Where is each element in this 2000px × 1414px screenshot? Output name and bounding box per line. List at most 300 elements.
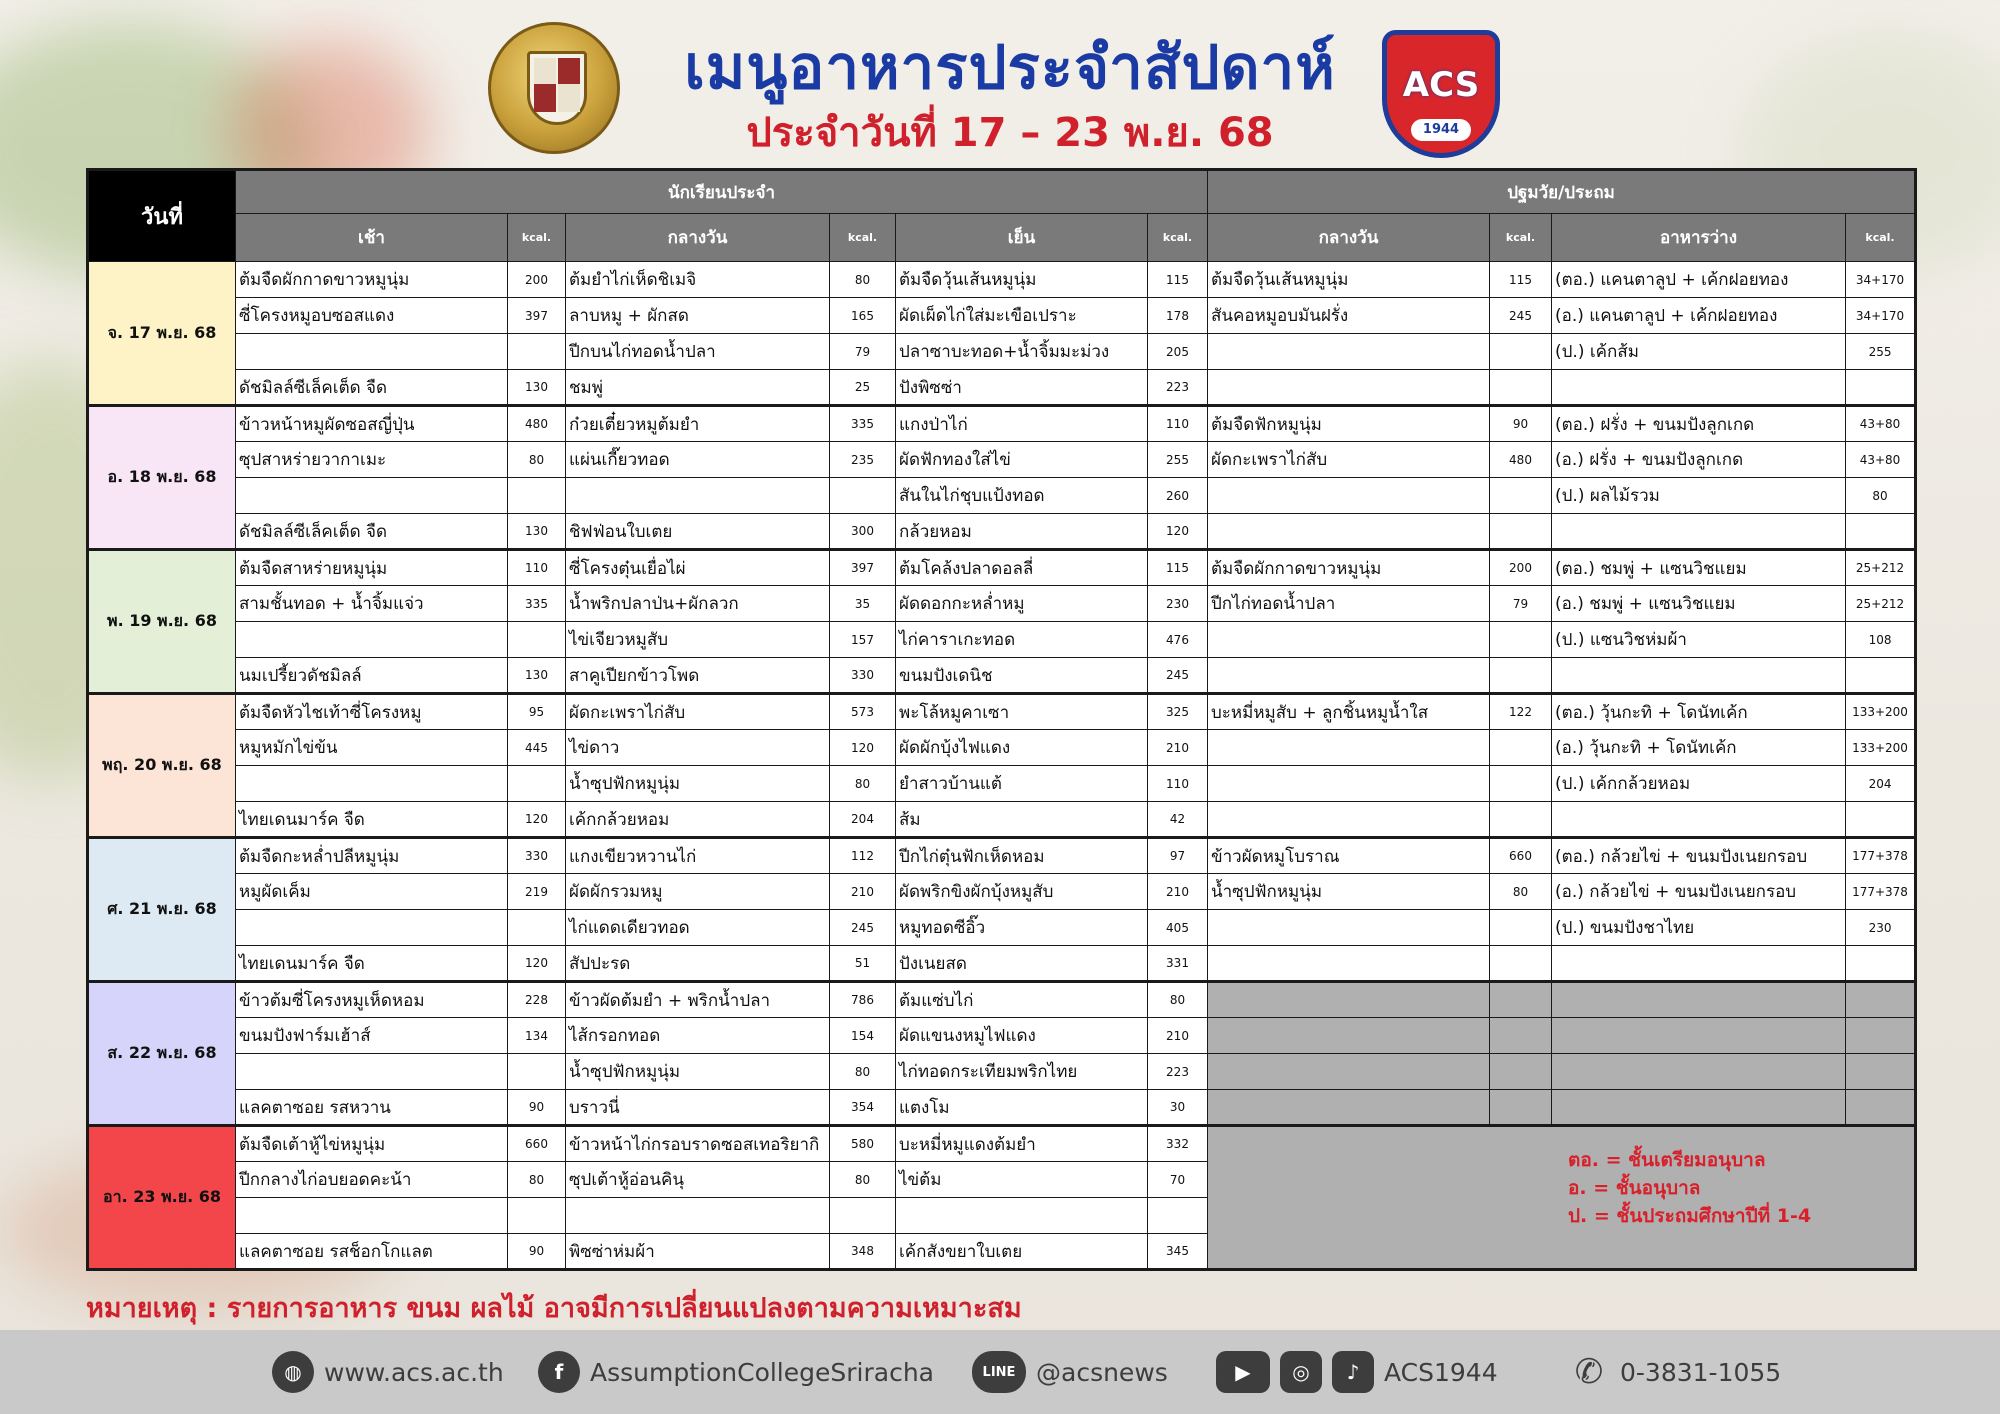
dinner-kcal-cell: 210 xyxy=(1148,730,1208,766)
legend-item: ตอ. = ชั้นเตรียมอนุบาล xyxy=(1568,1149,1766,1171)
dinner-cell: ไข่ต้ม xyxy=(896,1162,1148,1198)
breakfast-kcal-cell: 95 xyxy=(508,694,566,730)
dinner-cell: ต้มแซ่บไก่ xyxy=(896,982,1148,1018)
dinner-kcal-cell: 210 xyxy=(1148,1018,1208,1054)
snack-cell: (ป.) ขนมปังชาไทย xyxy=(1552,910,1846,946)
snack-kcal-cell: 34+170 xyxy=(1846,298,1916,334)
footer-bar xyxy=(0,1330,2000,1414)
breakfast-cell: ไทยเดนมาร์ค จืด xyxy=(236,802,508,838)
primary-lunch-cell xyxy=(1208,658,1490,694)
kcal-header: kcal. xyxy=(1846,214,1916,262)
breakfast-kcal-cell: 90 xyxy=(508,1090,566,1126)
snack-kcal-cell: 133+200 xyxy=(1846,730,1916,766)
lunch-kcal-cell: 80 xyxy=(830,1162,896,1198)
instagram-icon[interactable]: ◎ xyxy=(1280,1351,1322,1393)
dinner-cell: บะหมี่หมูแดงต้มยำ xyxy=(896,1126,1148,1162)
breakfast-cell: หมูผัดเค็ม xyxy=(236,874,508,910)
day-label: อ. 18 พ.ย. 68 xyxy=(88,406,236,550)
primary-lunch-kcal-cell: 115 xyxy=(1490,262,1552,298)
breakfast-kcal-cell: 660 xyxy=(508,1126,566,1162)
primary-lunch-cell xyxy=(1208,802,1490,838)
kcal-header: kcal. xyxy=(1490,214,1552,262)
dinner-kcal-cell: 223 xyxy=(1148,370,1208,406)
lunch-cell: บราวนี่ xyxy=(566,1090,830,1126)
facebook-icon: f xyxy=(538,1351,580,1393)
lunch-cell: แกงเขียวหวานไก่ xyxy=(566,838,830,874)
lunch-cell: ข้าวผัดต้มยำ + พริกน้ำปลา xyxy=(566,982,830,1018)
breakfast-cell: ต้มจืดสาหร่ายหมูนุ่ม xyxy=(236,550,508,586)
dinner-kcal-cell: 115 xyxy=(1148,262,1208,298)
breakfast-kcal-cell: 219 xyxy=(508,874,566,910)
breakfast-kcal-cell xyxy=(508,1054,566,1090)
lunch-kcal-cell: 580 xyxy=(830,1126,896,1162)
lunch-kcal-cell: 80 xyxy=(830,1054,896,1090)
snack-kcal-cell: 133+200 xyxy=(1846,694,1916,730)
footnote: หมายเหตุ : รายการอาหาร ขนม ผลไม้ อาจมีการเปลี่ยนแปลงตามความเหมาะสม xyxy=(86,1293,1022,1324)
breakfast-kcal-cell: 120 xyxy=(508,946,566,982)
snack-kcal-cell: 230 xyxy=(1846,910,1916,946)
website-text: www.acs.ac.th xyxy=(324,1357,504,1387)
breakfast-header: เช้า xyxy=(236,214,508,262)
snack-kcal-cell: 204 xyxy=(1846,766,1916,802)
primary-lunch-cell xyxy=(1208,334,1490,370)
facebook-text: AssumptionCollegeSriracha xyxy=(590,1357,934,1387)
facebook-link[interactable] xyxy=(538,1330,934,1414)
lunch-cell: ต้มยำไก่เห็ดชิเมจิ xyxy=(566,262,830,298)
unavailable-cell xyxy=(1846,1090,1916,1126)
page-subtitle: ประจำวันที่ 17 – 23 พ.ย. 68 xyxy=(746,110,1274,156)
snack-kcal-cell xyxy=(1846,802,1916,838)
day-label: จ. 17 พ.ย. 68 xyxy=(88,262,236,406)
lunch-kcal-cell: 235 xyxy=(830,442,896,478)
breakfast-cell xyxy=(236,622,508,658)
day-column-header: วันที่ xyxy=(88,170,236,262)
dinner-kcal-cell: 476 xyxy=(1148,622,1208,658)
table-row xyxy=(88,478,1916,514)
primary-lunch-kcal-cell xyxy=(1490,910,1552,946)
table-row xyxy=(88,262,1916,298)
lunch-kcal-cell: 300 xyxy=(830,514,896,550)
snack-cell: (อ.) กล้วยไข่ + ขนมปังเนยกรอบ xyxy=(1552,874,1846,910)
table-row xyxy=(88,1018,1916,1054)
table-row xyxy=(88,946,1916,982)
table-row xyxy=(88,514,1916,550)
dinner-kcal-cell: 345 xyxy=(1148,1234,1208,1270)
snack-cell: (อ.) แคนตาลูป + เค้กฝอยทอง xyxy=(1552,298,1846,334)
unavailable-cell xyxy=(1552,1054,1846,1090)
lunch-cell: ก๋วยเตี๋ยวหมูต้มยำ xyxy=(566,406,830,442)
breakfast-kcal-cell: 80 xyxy=(508,1162,566,1198)
primary-lunch-kcal-cell xyxy=(1490,514,1552,550)
table-row xyxy=(88,586,1916,622)
snack-kcal-cell: 108 xyxy=(1846,622,1916,658)
breakfast-cell: ขนมปังฟาร์มเฮ้าส์ xyxy=(236,1018,508,1054)
dinner-kcal-cell: 332 xyxy=(1148,1126,1208,1162)
dinner-cell xyxy=(896,1198,1148,1234)
table-row xyxy=(88,550,1916,586)
dinner-kcal-cell: 405 xyxy=(1148,910,1208,946)
kcal-header: kcal. xyxy=(508,214,566,262)
unavailable-cell xyxy=(1490,1018,1552,1054)
primary-lunch-kcal-cell: 245 xyxy=(1490,298,1552,334)
lunch-cell: ซุปเต้าหู้อ่อนคินุ xyxy=(566,1162,830,1198)
lunch-cell xyxy=(566,478,830,514)
dinner-kcal-cell: 223 xyxy=(1148,1054,1208,1090)
primary-lunch-kcal-cell: 80 xyxy=(1490,874,1552,910)
snack-cell: (อ.) ชมพู่ + แซนวิชแยม xyxy=(1552,586,1846,622)
lunch-kcal-cell: 204 xyxy=(830,802,896,838)
lunch-kcal-cell: 397 xyxy=(830,550,896,586)
line-link[interactable] xyxy=(972,1330,1168,1414)
breakfast-kcal-cell xyxy=(508,334,566,370)
lunch-cell: ลาบหมู + ผักสด xyxy=(566,298,830,334)
table-row xyxy=(88,406,1916,442)
lunch-kcal-cell: 80 xyxy=(830,766,896,802)
dinner-cell: ไก่ทอดกระเทียมพริกไทย xyxy=(896,1054,1148,1090)
snack-cell: (อ.) วุ้นกะทิ + โดนัทเค้ก xyxy=(1552,730,1846,766)
line-text: @acsnews xyxy=(1036,1357,1168,1387)
lunch-cell: ไข่ดาว xyxy=(566,730,830,766)
unavailable-cell xyxy=(1490,982,1552,1018)
snack-cell xyxy=(1552,658,1846,694)
primary-lunch-cell: สันคอหมูอบมันฝรั่ง xyxy=(1208,298,1490,334)
lunch-cell: ปีกบนไก่ทอดน้ำปลา xyxy=(566,334,830,370)
dinner-cell: กล้วยหอม xyxy=(896,514,1148,550)
dinner-cell: พะโล้หมูคาเซา xyxy=(896,694,1148,730)
table-row xyxy=(88,334,1916,370)
unavailable-cell xyxy=(1208,1054,1490,1090)
unavailable-cell xyxy=(1208,1018,1490,1054)
lunch-cell: ผัดผักรวมหมู xyxy=(566,874,830,910)
breakfast-kcal-cell: 228 xyxy=(508,982,566,1018)
kcal-header: kcal. xyxy=(1148,214,1208,262)
dinner-cell: ปังเนยสด xyxy=(896,946,1148,982)
breakfast-kcal-cell: 110 xyxy=(508,550,566,586)
primary-lunch-cell: ต้มจืดวุ้นเส้นหมูนุ่ม xyxy=(1208,262,1490,298)
snack-kcal-cell: 43+80 xyxy=(1846,406,1916,442)
primary-lunch-kcal-cell xyxy=(1490,478,1552,514)
lunch-kcal-cell: 51 xyxy=(830,946,896,982)
breakfast-cell: ข้าวหน้าหมูผัดซอสญี่ปุ่น xyxy=(236,406,508,442)
dinner-kcal-cell: 80 xyxy=(1148,982,1208,1018)
unavailable-cell xyxy=(1552,982,1846,1018)
primary-lunch-cell: ต้มจืดผักกาดขาวหมูนุ่ม xyxy=(1208,550,1490,586)
school-crest-logo xyxy=(488,22,620,154)
lunch-kcal-cell: 80 xyxy=(830,262,896,298)
snack-kcal-cell xyxy=(1846,370,1916,406)
lunch-cell: น้ำซุปฟักหมูนุ่ม xyxy=(566,1054,830,1090)
lunch-cell: ไก่แดดเดียวทอด xyxy=(566,910,830,946)
lunch-cell: สาคูเปียกข้าวโพด xyxy=(566,658,830,694)
table-row xyxy=(88,910,1916,946)
breakfast-cell xyxy=(236,1198,508,1234)
lunch-header: กลางวัน xyxy=(566,214,830,262)
lunch-cell: น้ำซุปฟักหมูนุ่ม xyxy=(566,766,830,802)
dinner-kcal-cell: 110 xyxy=(1148,766,1208,802)
primary-lunch-kcal-cell xyxy=(1490,370,1552,406)
weekly-menu-table xyxy=(86,168,1917,1271)
primary-lunch-cell: บะหมี่หมูสับ + ลูกชิ้นหมูน้ำใส xyxy=(1208,694,1490,730)
lunch-cell: ไส้กรอกทอด xyxy=(566,1018,830,1054)
unavailable-cell xyxy=(1490,1090,1552,1126)
breakfast-cell xyxy=(236,334,508,370)
line-icon: LINE xyxy=(972,1351,1026,1393)
dinner-kcal-cell xyxy=(1148,1198,1208,1234)
dinner-kcal-cell: 97 xyxy=(1148,838,1208,874)
breakfast-kcal-cell: 480 xyxy=(508,406,566,442)
lunch-kcal-cell: 112 xyxy=(830,838,896,874)
lunch-cell: เค้กกล้วยหอม xyxy=(566,802,830,838)
dinner-kcal-cell: 110 xyxy=(1148,406,1208,442)
snack-cell: (ป.) เค้กกล้วยหอม xyxy=(1552,766,1846,802)
primary-lunch-cell xyxy=(1208,478,1490,514)
dinner-kcal-cell: 325 xyxy=(1148,694,1208,730)
lunch-cell: ชิฟฟ่อนใบเตย xyxy=(566,514,830,550)
table-row xyxy=(88,370,1916,406)
lunch-cell: ข้าวหน้าไก่กรอบราดซอสเทอริยากิ xyxy=(566,1126,830,1162)
table-row xyxy=(88,1054,1916,1090)
primary-lunch-kcal-cell: 200 xyxy=(1490,550,1552,586)
lunch-cell: ไข่เจียวหมูสับ xyxy=(566,622,830,658)
lunch-kcal-cell: 120 xyxy=(830,730,896,766)
dinner-cell: ผัดฟักทองใส่ไข่ xyxy=(896,442,1148,478)
lunch-cell: ชมพู่ xyxy=(566,370,830,406)
primary-lunch-kcal-cell xyxy=(1490,766,1552,802)
dinner-cell: สันในไก่ชุบแป้งทอด xyxy=(896,478,1148,514)
day-label: พ. 19 พ.ย. 68 xyxy=(88,550,236,694)
primary-lunch-cell: น้ำซุปฟักหมูนุ่ม xyxy=(1208,874,1490,910)
lunch-kcal-cell: 25 xyxy=(830,370,896,406)
snack-cell: (ป.) ผลไม้รวม xyxy=(1552,478,1846,514)
breakfast-kcal-cell: 445 xyxy=(508,730,566,766)
breakfast-cell: ไทยเดนมาร์ค จืด xyxy=(236,946,508,982)
dinner-kcal-cell: 255 xyxy=(1148,442,1208,478)
lunch-cell xyxy=(566,1198,830,1234)
social-links[interactable] xyxy=(1216,1330,1498,1414)
dinner-cell: ยำสาวบ้านแต้ xyxy=(896,766,1148,802)
dinner-cell: ผัดพริกขิงผักบุ้งหมูสับ xyxy=(896,874,1148,910)
primary-lunch-kcal-cell xyxy=(1490,730,1552,766)
breakfast-cell xyxy=(236,1054,508,1090)
dinner-kcal-cell: 331 xyxy=(1148,946,1208,982)
dinner-cell: แกงป่าไก่ xyxy=(896,406,1148,442)
breakfast-kcal-cell: 130 xyxy=(508,370,566,406)
table-row xyxy=(88,874,1916,910)
snack-cell: (ป.) เค้กส้ม xyxy=(1552,334,1846,370)
table-row xyxy=(88,442,1916,478)
day-label: พฤ. 20 พ.ย. 68 xyxy=(88,694,236,838)
legend-item: ป. = ชั้นประถมศึกษาปีที่ 1-4 xyxy=(1568,1205,1812,1227)
primary-lunch-kcal-cell xyxy=(1490,658,1552,694)
snack-cell xyxy=(1552,370,1846,406)
lunch-cell: พิซซ่าห่มผ้า xyxy=(566,1234,830,1270)
primary-lunch-header: กลางวัน xyxy=(1208,214,1490,262)
primary-lunch-kcal-cell: 480 xyxy=(1490,442,1552,478)
breakfast-cell xyxy=(236,478,508,514)
lunch-kcal-cell xyxy=(830,478,896,514)
breakfast-kcal-cell: 130 xyxy=(508,514,566,550)
dinner-cell: ผัดแขนงหมูไฟแดง xyxy=(896,1018,1148,1054)
table-row xyxy=(88,766,1916,802)
breakfast-kcal-cell xyxy=(508,910,566,946)
table-row xyxy=(88,298,1916,334)
breakfast-cell: แลคตาซอย รสช็อกโกแลต xyxy=(236,1234,508,1270)
dinner-cell: แตงโม xyxy=(896,1090,1148,1126)
dinner-cell: ปังพิซซ่า xyxy=(896,370,1148,406)
dinner-kcal-cell: 70 xyxy=(1148,1162,1208,1198)
dinner-cell: หมูทอดซีอิ๊ว xyxy=(896,910,1148,946)
breakfast-kcal-cell: 134 xyxy=(508,1018,566,1054)
table-row xyxy=(88,1090,1916,1126)
breakfast-kcal-cell xyxy=(508,1198,566,1234)
table-row xyxy=(88,730,1916,766)
primary-lunch-cell xyxy=(1208,946,1490,982)
primary-students-header: ปฐมวัย/ประถม xyxy=(1208,170,1916,214)
phone-text: 0-3831-1055 xyxy=(1620,1357,1782,1387)
breakfast-kcal-cell: 397 xyxy=(508,298,566,334)
unavailable-cell xyxy=(1208,1090,1490,1126)
unavailable-cell xyxy=(1846,982,1916,1018)
acs-logo-year: 1944 xyxy=(1411,119,1471,141)
unavailable-cell xyxy=(1552,1018,1846,1054)
table-row xyxy=(88,802,1916,838)
breakfast-cell xyxy=(236,766,508,802)
dinner-cell: ส้ม xyxy=(896,802,1148,838)
snack-kcal-cell: 255 xyxy=(1846,334,1916,370)
phone-link[interactable] xyxy=(1568,1330,1781,1414)
snack-cell: (ตอ.) กล้วยไข่ + ขนมปังเนยกรอบ xyxy=(1552,838,1846,874)
primary-lunch-cell: ปีกไก่ทอดน้ำปลา xyxy=(1208,586,1490,622)
dinner-kcal-cell: 42 xyxy=(1148,802,1208,838)
lunch-kcal-cell xyxy=(830,1198,896,1234)
dinner-cell: ต้มจืดวุ้นเส้นหมูนุ่ม xyxy=(896,262,1148,298)
snack-kcal-cell: 25+212 xyxy=(1846,550,1916,586)
lunch-kcal-cell: 786 xyxy=(830,982,896,1018)
primary-lunch-cell xyxy=(1208,730,1490,766)
snack-kcal-cell: 80 xyxy=(1846,478,1916,514)
breakfast-cell: ต้มจืดผักกาดขาวหมูนุ่ม xyxy=(236,262,508,298)
primary-lunch-kcal-cell: 90 xyxy=(1490,406,1552,442)
primary-lunch-cell: ข้าวผัดหมูโบราณ xyxy=(1208,838,1490,874)
tiktok-icon[interactable]: ♪ xyxy=(1332,1351,1374,1393)
phone-icon: ✆ xyxy=(1574,1352,1604,1392)
website-link[interactable] xyxy=(272,1330,504,1414)
day-label: ศ. 21 พ.ย. 68 xyxy=(88,838,236,982)
unavailable-cell xyxy=(1846,1054,1916,1090)
snack-cell xyxy=(1552,946,1846,982)
breakfast-cell xyxy=(236,910,508,946)
primary-lunch-cell: ผัดกะเพราไก่สับ xyxy=(1208,442,1490,478)
breakfast-kcal-cell: 330 xyxy=(508,838,566,874)
dinner-cell: ผัดดอกกะหล่ำหมู xyxy=(896,586,1148,622)
snack-cell: (ตอ.) วุ้นกะทิ + โดนัทเค้ก xyxy=(1552,694,1846,730)
breakfast-kcal-cell: 130 xyxy=(508,658,566,694)
lunch-kcal-cell: 210 xyxy=(830,874,896,910)
social-handle: ACS1944 xyxy=(1384,1357,1498,1387)
table-row xyxy=(88,658,1916,694)
snack-cell: (ป.) แซนวิชห่มผ้า xyxy=(1552,622,1846,658)
breakfast-kcal-cell xyxy=(508,622,566,658)
snack-cell: (ตอ.) ฝรั่ง + ขนมปังลูกเกด xyxy=(1552,406,1846,442)
lunch-kcal-cell: 354 xyxy=(830,1090,896,1126)
dinner-cell: เค้กสังขยาใบเตย xyxy=(896,1234,1148,1270)
breakfast-kcal-cell: 335 xyxy=(508,586,566,622)
breakfast-kcal-cell: 80 xyxy=(508,442,566,478)
breakfast-cell: ต้มจืดหัวไชเท้าซี่โครงหมู xyxy=(236,694,508,730)
legend-item: อ. = ชั้นอนุบาล xyxy=(1568,1177,1701,1199)
dinner-kcal-cell: 120 xyxy=(1148,514,1208,550)
breakfast-cell: ซุปสาหร่ายวากาเมะ xyxy=(236,442,508,478)
primary-lunch-kcal-cell: 79 xyxy=(1490,586,1552,622)
primary-lunch-cell xyxy=(1208,514,1490,550)
lunch-cell: ซี่โครงตุ๋นเยื่อไผ่ xyxy=(566,550,830,586)
page-title: เมนูอาหารประจำสัปดาห์ xyxy=(684,33,1336,103)
breakfast-cell: ต้มจืดเต้าหู้ไข่หมูนุ่ม xyxy=(236,1126,508,1162)
table-row xyxy=(88,622,1916,658)
dinner-cell: ปลาซาบะทอด+น้ำจิ้มมะม่วง xyxy=(896,334,1148,370)
snack-kcal-cell xyxy=(1846,514,1916,550)
lunch-kcal-cell: 35 xyxy=(830,586,896,622)
snack-cell: (ตอ.) แคนตาลูป + เค้กฝอยทอง xyxy=(1552,262,1846,298)
breakfast-cell: ดัชมิลล์ซีเล็คเต็ด จืด xyxy=(236,514,508,550)
dinner-cell: ปีกไก่ตุ๋นฟักเห็ดหอม xyxy=(896,838,1148,874)
snack-kcal-cell: 177+378 xyxy=(1846,838,1916,874)
dinner-header: เย็น xyxy=(896,214,1148,262)
snack-kcal-cell: 43+80 xyxy=(1846,442,1916,478)
lunch-cell: น้ำพริกปลาป่น+ผักลวก xyxy=(566,586,830,622)
snack-cell: (ตอ.) ชมพู่ + แซนวิชแยม xyxy=(1552,550,1846,586)
snack-header: อาหารว่าง xyxy=(1552,214,1846,262)
primary-lunch-kcal-cell xyxy=(1490,334,1552,370)
dinner-kcal-cell: 205 xyxy=(1148,334,1208,370)
table-row xyxy=(88,694,1916,730)
day-label: อา. 23 พ.ย. 68 xyxy=(88,1126,236,1270)
acs-logo-text: ACS xyxy=(1402,65,1480,105)
dinner-cell: ผัดผักบุ้งไฟแดง xyxy=(896,730,1148,766)
primary-lunch-cell: ต้มจืดฟักหมูนุ่ม xyxy=(1208,406,1490,442)
breakfast-kcal-cell: 90 xyxy=(508,1234,566,1270)
dinner-cell: ต้มโคล้งปลาดอลลี่ xyxy=(896,550,1148,586)
lunch-kcal-cell: 330 xyxy=(830,658,896,694)
dinner-cell: ผัดเผ็ดไก่ใส่มะเขือเปราะ xyxy=(896,298,1148,334)
breakfast-kcal-cell xyxy=(508,478,566,514)
breakfast-kcal-cell: 200 xyxy=(508,262,566,298)
lunch-cell: สัปปะรด xyxy=(566,946,830,982)
primary-lunch-kcal-cell: 660 xyxy=(1490,838,1552,874)
lunch-kcal-cell: 154 xyxy=(830,1018,896,1054)
legend xyxy=(1568,1146,1811,1230)
lunch-kcal-cell: 573 xyxy=(830,694,896,730)
snack-kcal-cell: 34+170 xyxy=(1846,262,1916,298)
breakfast-kcal-cell xyxy=(508,766,566,802)
primary-lunch-cell xyxy=(1208,910,1490,946)
breakfast-cell: ดัชมิลล์ซีเล็คเต็ด จืด xyxy=(236,370,508,406)
primary-lunch-cell xyxy=(1208,622,1490,658)
primary-lunch-kcal-cell xyxy=(1490,946,1552,982)
breakfast-cell: ต้มจืดกะหล่ำปลีหมูนุ่ม xyxy=(236,838,508,874)
breakfast-cell: หมูหมักไข่ข้น xyxy=(236,730,508,766)
lunch-kcal-cell: 245 xyxy=(830,910,896,946)
youtube-icon[interactable]: ▶ xyxy=(1216,1351,1270,1393)
dinner-kcal-cell: 245 xyxy=(1148,658,1208,694)
breakfast-cell: นมเปรี้ยวดัชมิลล์ xyxy=(236,658,508,694)
dinner-kcal-cell: 178 xyxy=(1148,298,1208,334)
lunch-kcal-cell: 335 xyxy=(830,406,896,442)
kcal-header: kcal. xyxy=(830,214,896,262)
lunch-kcal-cell: 79 xyxy=(830,334,896,370)
primary-lunch-cell xyxy=(1208,766,1490,802)
snack-kcal-cell xyxy=(1846,946,1916,982)
